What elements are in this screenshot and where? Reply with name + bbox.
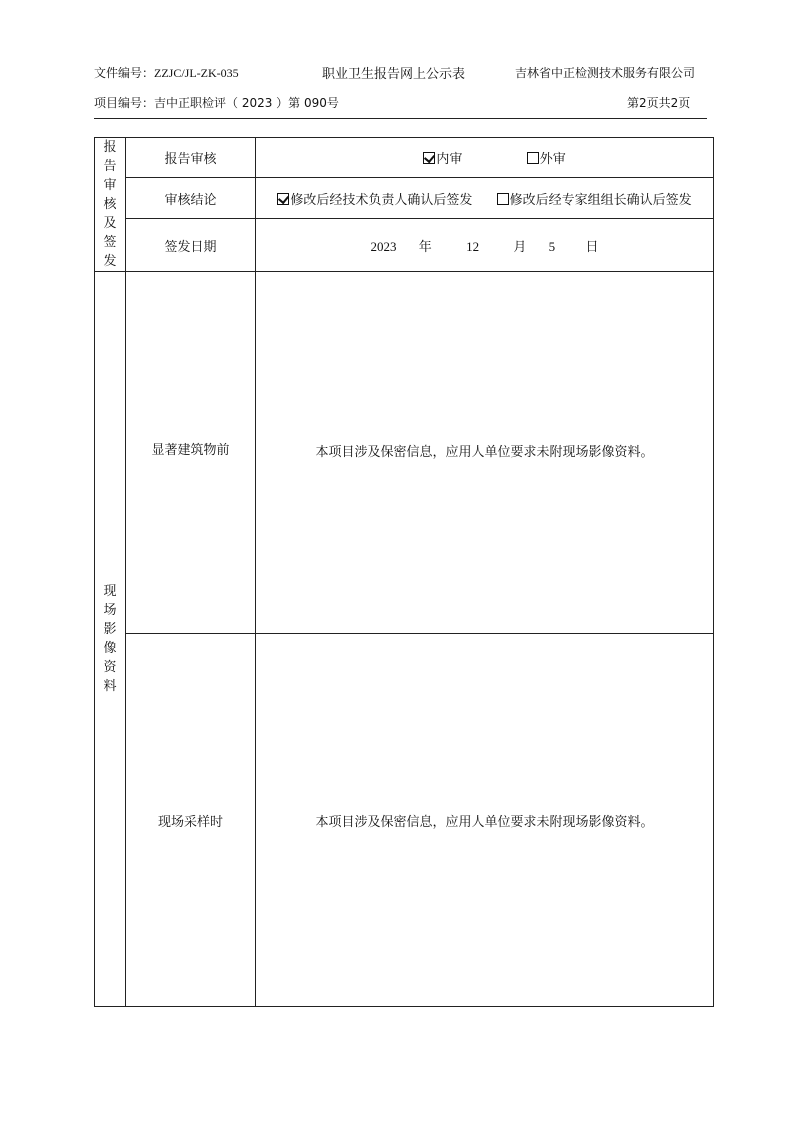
checked-checkbox-icon[interactable]: [277, 193, 289, 205]
year-unit: 年: [418, 239, 432, 255]
image-group-label: 现 场 影 像 资 料: [103, 584, 117, 694]
report-review-options: [256, 138, 714, 178]
company-name: 吉林省中正检测技术服务有限公司: [515, 66, 696, 80]
expert-lead-sign-option[interactable]: 修改后经专家组组长确认后签发: [497, 189, 692, 208]
issue-date-label: 签发日期: [126, 219, 256, 272]
building-photo-label: 显著建筑物前: [126, 272, 256, 634]
review-group-cell: [95, 138, 126, 272]
building-photo-content: 本项目涉及保密信息，应用人单位要求未附现场影像资料。: [256, 272, 714, 634]
issue-year: 2023: [370, 238, 397, 254]
report-review-row: [95, 138, 714, 178]
internal-review-option[interactable]: 内审: [423, 148, 462, 167]
checked-checkbox-icon[interactable]: [423, 152, 435, 164]
tech-lead-sign-option[interactable]: 修改后经技术负责人确认后签发: [277, 189, 472, 208]
page-info: 第2页共2页: [627, 96, 691, 110]
sampling-photo-row: [95, 634, 714, 1007]
day-unit: 日: [585, 239, 599, 255]
file-number-value: ZZJC/JL-ZK-035: [154, 66, 239, 80]
review-conclusion-label: 审核结论: [126, 178, 256, 219]
issue-date-row: [95, 219, 714, 272]
issue-date-value: [256, 219, 714, 272]
file-number: [94, 64, 239, 81]
unchecked-checkbox-icon[interactable]: [497, 193, 509, 205]
unchecked-checkbox-icon[interactable]: [527, 152, 539, 164]
review-group-label: 报 告 审 核 及 签 发: [103, 140, 117, 269]
header-divider: [94, 118, 707, 119]
file-number-label: 文件编号：: [94, 66, 155, 80]
building-photo-row: [95, 272, 714, 634]
project-number: 项目编号：吉中正职检评（ 2023 ）第 090号: [94, 96, 339, 110]
document-title: 职业卫生报告网上公示表: [322, 67, 466, 82]
report-review-label: 报告审核: [126, 138, 256, 178]
image-group-cell: [95, 272, 126, 1007]
sampling-photo-content: 本项目涉及保密信息，应用人单位要求未附现场影像资料。: [256, 634, 714, 1007]
external-review-option[interactable]: 外审: [527, 148, 566, 167]
disclosure-table: [94, 137, 714, 1007]
month-unit: 月: [513, 239, 527, 255]
review-conclusion-row: [95, 178, 714, 219]
review-conclusion-options: [256, 178, 714, 219]
sampling-photo-label: 现场采样时: [126, 634, 256, 1007]
issue-month: 12: [466, 238, 480, 254]
issue-day: 5: [548, 238, 556, 254]
